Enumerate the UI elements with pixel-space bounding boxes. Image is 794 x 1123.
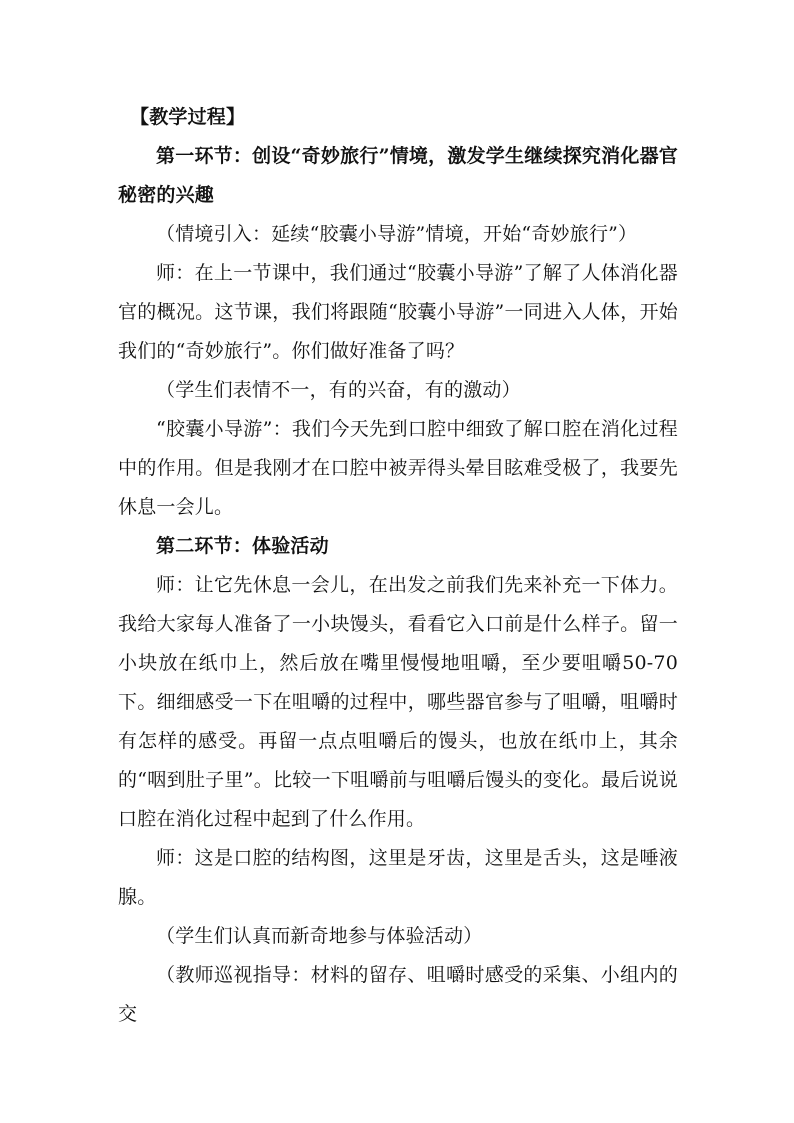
document-body <box>118 98 678 1034</box>
students-reaction-1: （学生们表情不一，有的兴奋，有的激动） <box>156 379 521 401</box>
guide-paragraph: “胶囊小导游”：我们今天先到口腔中细致了解口腔在消化过程中的作用。但是我刚才在口腔中被弄得头晕目眩难受极了，我要先休息一会儿。 <box>118 418 678 518</box>
section-title: 【教学过程】 <box>130 106 246 128</box>
teacher-paragraph-2: 师：让它先休息一会儿，在出发之前我们先来补充一下体力。我给大家每人准备了一小块馒头，看看它入口前是什么样子。留一小块放在纸巾上，然后放在嘴里慢慢地咀嚼，至少要咀嚼50-70下。细细感受一下在咀嚼的过程中，哪些器官参与了咀嚼，咀嚼时有怎样的感受。再留一点点咀嚼后的馒头，也放在纸巾上，其余的“咽到肚子里”。比较一下咀嚼前与咀嚼后馒头的变化。最后说说口腔在消化过程中起到了什么作用。 <box>118 574 678 830</box>
teacher-guidance: （教师巡视指导：材料的留存、咀嚼时感受的采集、小组内的交 <box>118 964 678 1025</box>
intro-note: （情境引入：延续“胶囊小导游”情境，开始“奇妙旅行”） <box>156 223 638 245</box>
teacher-paragraph-3: 师：这是口腔的结构图，这里是牙齿，这里是舌头，这是唾液腺。 <box>118 847 678 908</box>
step2-heading: 第二环节：体验活动 <box>156 535 329 557</box>
step1-heading: 第一环节：创设“奇妙旅行”情境，激发学生继续探究消化器官秘密的兴趣 <box>118 145 678 206</box>
students-reaction-2: （学生们认真而新奇地参与体验活动） <box>156 925 483 947</box>
teacher-paragraph-1: 师：在上一节课中，我们通过“胶囊小导游”了解了人体消化器官的概况。这节课，我们将跟随“胶囊小导游”一同进入人体，开始我们的“奇妙旅行”。你们做好准备了吗？ <box>118 262 678 362</box>
